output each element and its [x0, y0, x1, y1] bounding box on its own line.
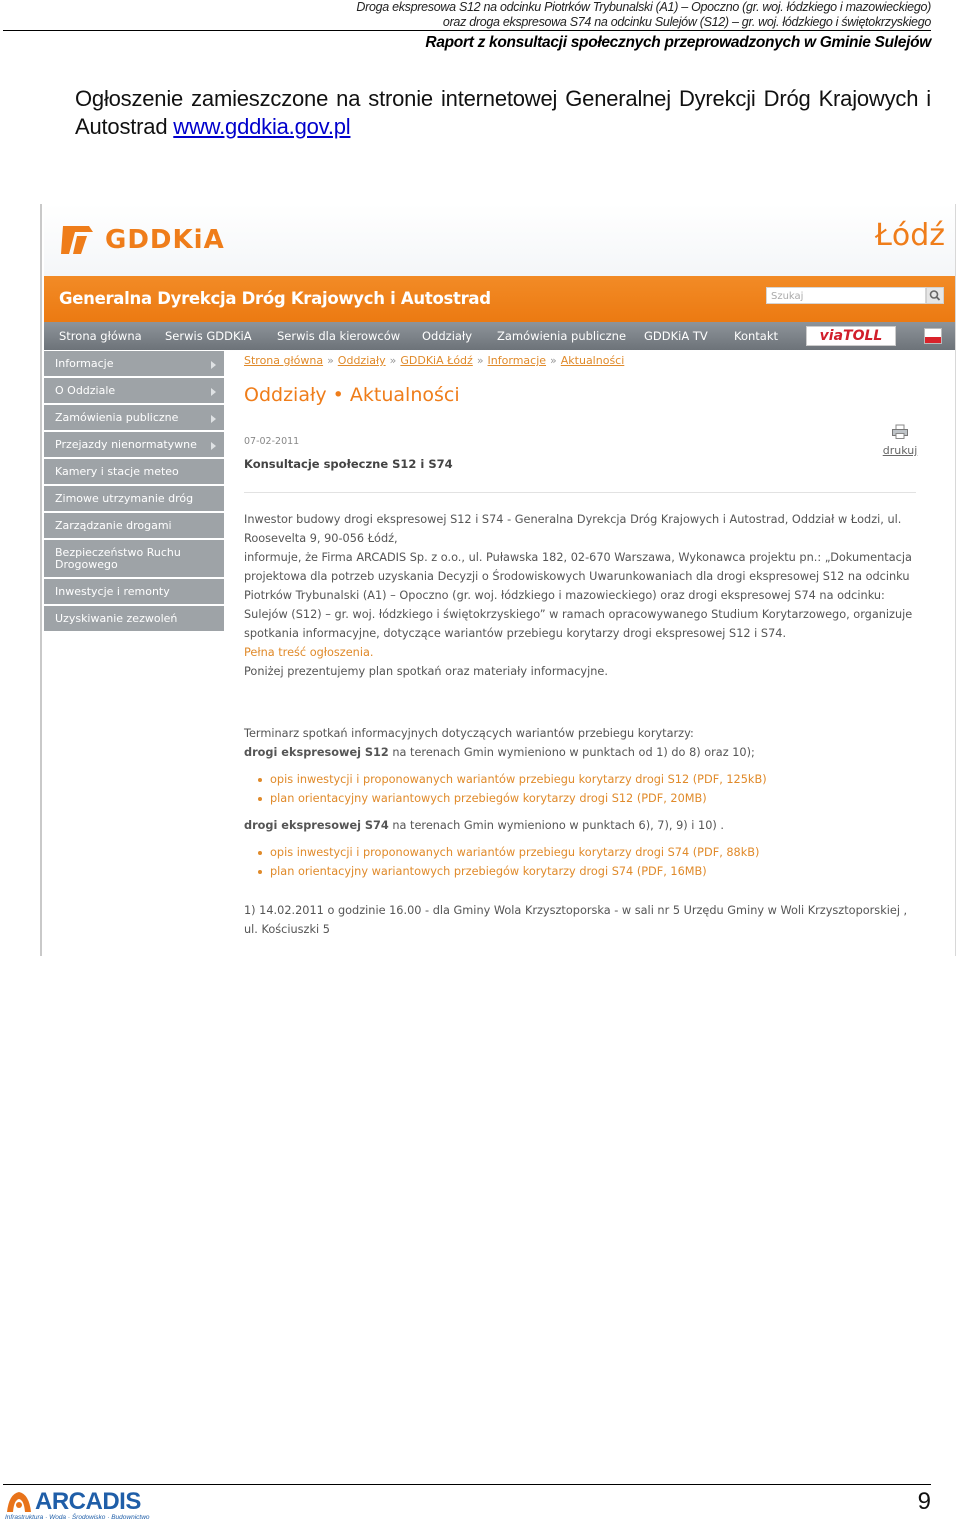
sidebar-item-label: Zarządzanie drogami	[55, 519, 172, 532]
logo-text: GDDKiA	[105, 225, 225, 255]
sidebar	[44, 351, 224, 633]
sidebar-item-przejazdy[interactable]	[44, 432, 224, 459]
report-title: Raport z konsultacji społecznych przeprowadzonych w Gminie Sulejów	[425, 34, 931, 51]
breadcrumb-separator: »	[327, 354, 334, 367]
main-nav	[44, 322, 955, 350]
website-screenshot	[40, 204, 956, 956]
sidebar-item-zimowe[interactable]	[44, 486, 224, 513]
divider	[244, 492, 916, 493]
page-title: Oddziały • Aktualności	[244, 384, 460, 406]
print-button[interactable]	[880, 424, 920, 457]
sidebar-item-kamery[interactable]	[44, 459, 224, 486]
header-line-1: Droga ekspresowa S12 na odcinku Piotrków Trybunalski (A1) – Opoczno (gr. woj. łódzkiego i mazowieckiego)	[356, 0, 931, 14]
arcadis-logo	[5, 1488, 155, 1524]
arcadis-tagline: Infrastruktura · Woda · Środowisko · Budownictwo	[5, 1514, 150, 1521]
search-input[interactable]: Szukaj	[766, 287, 926, 304]
chevron-right-icon	[211, 361, 216, 369]
sidebar-item-label: Inwestycje i remonty	[55, 585, 170, 598]
header-rule	[3, 30, 931, 31]
nav-serwis-gddkia[interactable]: Serwis GDDKiA	[165, 329, 252, 343]
breadcrumb	[244, 354, 924, 367]
schedule-intro: Terminarz spotkań informacyjnych dotyczących wariantów przebiegu korytarzy:	[244, 727, 694, 740]
sidebar-item-label: Przejazdy nienormatywne	[55, 438, 197, 451]
s12-documents-list	[244, 770, 924, 808]
schedule-s12	[244, 743, 924, 762]
gddkia-link[interactable]: www.gddkia.gov.pl	[173, 114, 351, 139]
arcadis-logo-icon	[5, 1490, 33, 1514]
sidebar-item-bezpieczenstwo[interactable]	[44, 540, 224, 579]
meeting-schedule	[244, 724, 924, 939]
s74-doc-link-1[interactable]: opis inwestycji i proponowanych wariantów przebiegu korytarzy drogi S74 (PDF, 88kB)	[270, 843, 924, 862]
nav-strona-glowna[interactable]: Strona główna	[59, 329, 142, 343]
sidebar-item-label: Bezpieczeństwo Ruchu Drogowego	[55, 546, 181, 571]
header-line-2: oraz droga ekspresowa S74 na odcinku Sulejów (S12) – gr. woj. łódzkiego i świętokrzyskiego	[442, 15, 931, 29]
breadcrumb-strona-glowna[interactable]: Strona główna	[244, 354, 324, 367]
search-icon	[927, 288, 943, 303]
footer-rule	[3, 1484, 931, 1485]
body-paragraph-2: informuje, że Firma ARCADIS Sp. z o.o., ul. Puławska 182, 02-670 Warszawa, Wykonawca projektu pn.: „Dokumentacja projektowa dla potrzeb uzyskania Decyzji o Środowiskowych Uwarunkowaniach dla drogi ekspresowej S12 na odcinku Piotrków Trybunalski (A1) – Opoczno (gr. woj. łódzkiego i mazowieckiego) oraz drogi ekspresowej S74 na odcinku: Sulejów (S12) – gr. woj. łódzkiego i świętokrzyskiego” w ramach opracowywanego Studium Korytarzowego, organizuje spotkania informacyjne, dotyczące wariantów przebiegu korytarzy drogi ekspresowej S12 i S74.	[244, 551, 913, 640]
banner-title: Generalna Dyrekcja Dróg Krajowych i Autostrad	[59, 289, 491, 308]
nav-gddkia-tv[interactable]: GDDKiA TV	[644, 329, 708, 343]
body-paragraph-3: Poniżej prezentujemy plan spotkań oraz materiały informacyjne.	[244, 665, 608, 678]
site-banner	[44, 276, 955, 322]
sidebar-item-label: O Oddziale	[55, 384, 116, 397]
print-label: drukuj	[882, 444, 918, 457]
site-top-bar	[44, 204, 955, 276]
breadcrumb-aktualnosci[interactable]: Aktualności	[560, 354, 625, 367]
search-button[interactable]	[926, 287, 944, 304]
intro-paragraph	[75, 85, 931, 141]
spacer	[244, 889, 924, 901]
gddkia-logo-icon	[59, 224, 95, 256]
nav-kontakt[interactable]: Kontakt	[734, 329, 779, 343]
sidebar-item-label: Zimowe utrzymanie dróg	[55, 492, 194, 505]
sidebar-item-informacje[interactable]	[44, 351, 224, 378]
viatoll-logo[interactable]: viaTOLL	[806, 326, 896, 346]
full-announcement-link[interactable]: Pełna treść ogłoszenia.	[244, 646, 374, 659]
breadcrumb-separator: »	[550, 354, 557, 367]
schedule-s74-rest: na terenach Gmin wymieniono w punktach 6), 7), 9) i 10) .	[388, 819, 724, 832]
schedule-item-1: 1) 14.02.2011 o godzinie 16.00 - dla Gminy Wola Krzysztoporska - w sali nr 5 Urzędu Gminy w Woli Krzysztoporskiej , ul. Kościuszki 5	[244, 904, 908, 936]
sidebar-item-label: Zamówienia publiczne	[55, 411, 179, 424]
chevron-right-icon	[211, 415, 216, 423]
breadcrumb-oddzialy[interactable]: Oddziały	[337, 354, 386, 367]
nav-serwis-kierowcow[interactable]: Serwis dla kierowców	[277, 329, 401, 343]
city-name: Łódź	[874, 218, 945, 253]
sidebar-item-zezwolenia[interactable]	[44, 606, 224, 633]
schedule-s74-bold: drogi ekspresowej S74	[244, 819, 389, 832]
sidebar-item-label: Informacje	[55, 357, 114, 370]
news-date: 07-02-2011	[244, 436, 300, 447]
schedule-s74	[244, 816, 924, 835]
nav-oddzialy[interactable]: Oddziały	[422, 329, 473, 343]
chevron-right-icon	[211, 388, 216, 396]
news-body	[244, 510, 924, 681]
schedule-s12-bold: drogi ekspresowej S12	[244, 746, 389, 759]
s74-documents-list	[244, 843, 924, 881]
printer-icon	[891, 424, 909, 440]
main-content	[244, 354, 924, 936]
s74-doc-link-2[interactable]: plan orientacyjny wariantowych przebiegów korytarzy drogi S74 (PDF, 16MB)	[270, 862, 924, 881]
s12-doc-link-2[interactable]: plan orientacyjny wariantowych przebiegów korytarzy drogi S12 (PDF, 20MB)	[270, 789, 924, 808]
intro-text: Ogłoszenie zamieszczone na stronie internetowej Generalnej Dyrekcji Dróg Krajowych i Autostrad	[75, 86, 931, 139]
body-paragraph-1: Inwestor budowy drogi ekspresowej S12 i S74 - Generalna Dyrekcja Dróg Krajowych i Autostrad, Oddział w Łodzi, ul. Roosevelta 9, 90-056 Łódź,	[244, 513, 902, 545]
chevron-right-icon	[211, 442, 216, 450]
sidebar-item-label: Kamery i stacje meteo	[55, 465, 179, 478]
breadcrumb-separator: »	[389, 354, 397, 367]
s12-doc-link-1[interactable]: opis inwestycji i proponowanych wariantów przebiegu korytarzy drogi S12 (PDF, 125kB)	[270, 770, 924, 789]
sidebar-item-o-oddziale[interactable]	[44, 378, 224, 405]
sidebar-item-zarzadzanie[interactable]	[44, 513, 224, 540]
schedule-s12-rest: na terenach Gmin wymieniono w punktach od 1) do 8) oraz 10);	[388, 746, 755, 759]
breadcrumb-informacje[interactable]: Informacje	[487, 354, 547, 367]
flag-icon[interactable]	[924, 328, 942, 344]
breadcrumb-separator: »	[476, 354, 484, 367]
news-title: Konsultacje społeczne S12 i S74	[244, 457, 453, 471]
page-number: 9	[917, 1488, 931, 1515]
sidebar-item-label: Uzyskiwanie zezwoleń	[55, 612, 178, 625]
sidebar-item-zamowienia[interactable]	[44, 405, 224, 432]
arcadis-brand: ARCADIS	[35, 1488, 141, 1515]
nav-zamowienia[interactable]: Zamówienia publiczne	[497, 329, 627, 343]
sidebar-item-inwestycje[interactable]	[44, 579, 224, 606]
gddkia-logo[interactable]	[59, 224, 225, 256]
breadcrumb-gddkia-lodz[interactable]: GDDKiA Łódź	[400, 354, 473, 367]
